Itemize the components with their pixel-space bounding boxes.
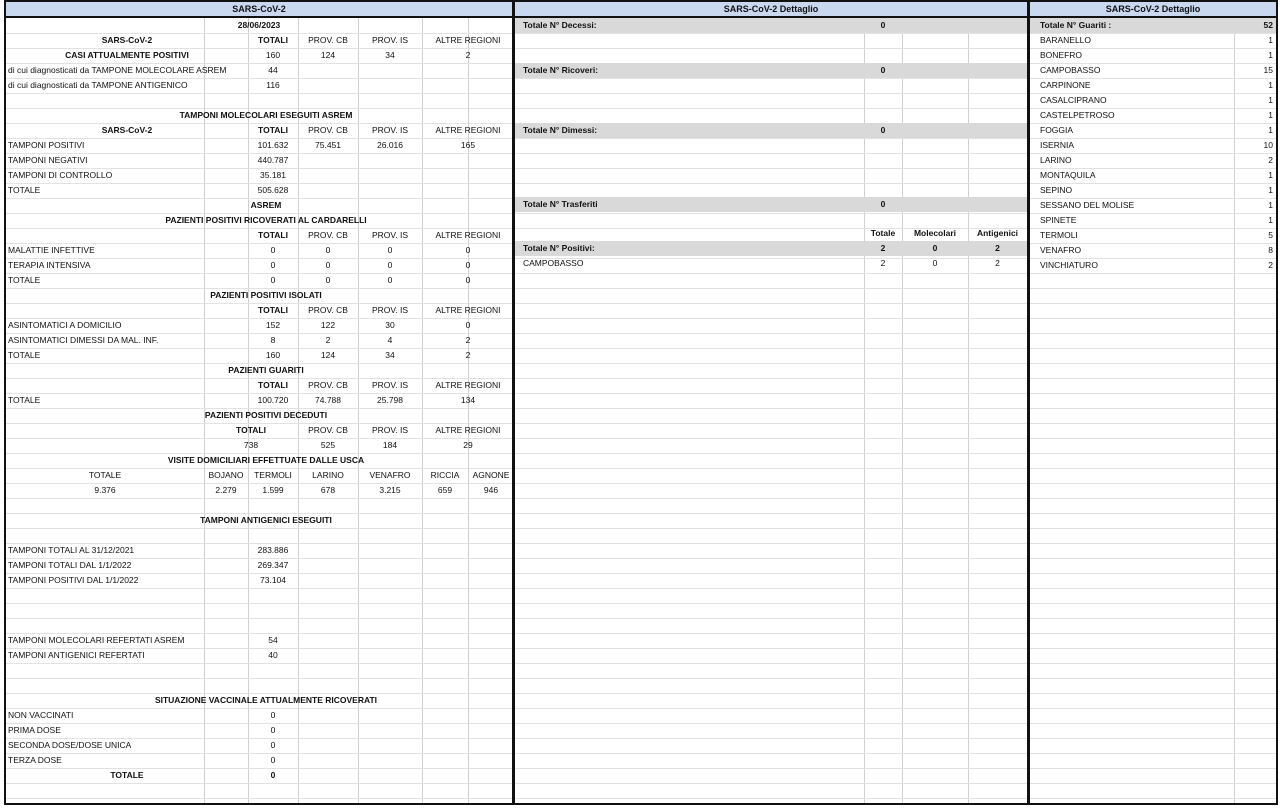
cell-cb: 525 [320, 440, 336, 450]
row-label: TAMPONI POSITIVI DAL 1/1/2022 [8, 575, 139, 585]
municipality-count: 1 [1268, 35, 1273, 45]
usca-col-larino: LARINO [312, 470, 344, 480]
usca-col-venafro: VENAFRO [369, 470, 411, 480]
municipality-name: CAMPOBASSO [1040, 65, 1101, 75]
municipality-count: 1 [1268, 200, 1273, 210]
cell-cb: 0 [325, 275, 331, 285]
municipality-count: 2 [1268, 260, 1273, 270]
municipality-count: 1 [1268, 95, 1273, 105]
municipality-count: 2 [1268, 155, 1273, 165]
cell-total: 160 [265, 350, 281, 360]
list-item [1030, 213, 1276, 228]
col-header-prov-cb: PROV. CB [308, 125, 348, 135]
cell-other: 0 [465, 320, 471, 330]
cell-is: 184 [382, 440, 398, 450]
municipality-name: TERMOLI [1040, 230, 1078, 240]
recovered-total-value: 52 [1263, 20, 1273, 30]
municipality-count: 1 [1268, 80, 1273, 90]
cell-total: 100.720 [257, 395, 289, 405]
vaccine-section-title: SITUAZIONE VACCINALE ATTUALMENTE RICOVERATI [154, 695, 378, 705]
list-item [1030, 78, 1276, 93]
table-row [6, 633, 512, 648]
cell-total: 0 [270, 740, 276, 750]
current-positives-cb: 124 [320, 50, 336, 60]
list-item [1030, 93, 1276, 108]
table-row [6, 348, 512, 363]
report-date: 28/06/2023 [237, 20, 281, 30]
col-header-prov-is: PROV. IS [371, 35, 409, 45]
list-item [1030, 243, 1276, 258]
hospitalized-section-title: PAZIENTI POSITIVI RICOVERATI AL CARDARELLI [165, 215, 367, 225]
cell-other: 29 [463, 440, 473, 450]
table-row [6, 333, 512, 348]
row-label: NON VACCINATI [8, 710, 74, 720]
vaccine-total-label: TOTALE [110, 770, 144, 780]
current-positives-label: CASI ATTUALMENTE POSITIVI [65, 50, 189, 60]
col-header-prov-is: PROV. IS [371, 305, 409, 315]
recovered-section-title: PAZIENTI GUARITI [228, 365, 304, 375]
row-label: TAMPONI TOTALI AL 31/12/2021 [8, 545, 135, 555]
usca-agnone: 946 [483, 485, 499, 495]
referred-antigen-value: 40 [268, 650, 278, 660]
positive-swabs-label: TAMPONI POSITIVI [8, 140, 85, 150]
municipality-name: FOGGIA [1040, 125, 1074, 135]
table-row [6, 753, 512, 768]
col-header-altre-regioni: ALTRE REGIONI [435, 230, 501, 240]
deaths-value: 0 [880, 20, 886, 30]
usca-section-title: VISITE DOMICILIARI EFFETTUATE DALLE USCA [167, 455, 365, 465]
control-swabs-total: 35.181 [260, 170, 286, 180]
municipality-name: LARINO [1040, 155, 1072, 165]
negative-swabs-label: TAMPONI NEGATIVI [8, 155, 88, 165]
col-header-altre-regioni: ALTRE REGIONI [435, 305, 501, 315]
list-item [1030, 183, 1276, 198]
table-row [6, 768, 512, 783]
usca-termoli: 1.599 [262, 485, 284, 495]
municipality-name: SESSANO DEL MOLISE [1040, 200, 1135, 210]
vaccine-total-value: 0 [270, 770, 276, 780]
cell-total: 2 [880, 258, 886, 268]
discharged-label: Totale N° Dimessi: [523, 125, 598, 135]
positive-swabs-is: 26.016 [377, 140, 403, 150]
col-header-totale: Totale [870, 228, 896, 238]
referred-molecular-label: TAMPONI MOLECOLARI REFERTATI ASREM [8, 635, 185, 645]
col-header-prov-is: PROV. IS [371, 125, 409, 135]
summary-panel-header: SARS-CoV-2 [6, 2, 512, 18]
municipality-count: 1 [1268, 125, 1273, 135]
col-header-molecolari: Molecolari [913, 228, 957, 238]
table-row [6, 318, 512, 333]
municipality-count: 8 [1268, 245, 1273, 255]
cell-cb: 122 [320, 320, 336, 330]
cell-total: 0 [270, 245, 276, 255]
col-header-altre-regioni: ALTRE REGIONI [435, 425, 501, 435]
cell-total: 0 [270, 260, 276, 270]
cell-total: 0 [270, 755, 276, 765]
cell-other: 0 [465, 245, 471, 255]
col-header-totali: TOTALI [258, 35, 288, 45]
usca-riccia: 659 [437, 485, 453, 495]
usca-col-bojano: BOJANO [208, 470, 244, 480]
row-label: CAMPOBASSO [523, 258, 584, 268]
list-item [1030, 123, 1276, 138]
row-label: ASINTOMATICI A DOMICILIO [8, 320, 122, 330]
positives-molecular: 0 [932, 243, 938, 253]
col-header-altre-regioni: ALTRE REGIONI [435, 35, 501, 45]
municipality-name: CARPINONE [1040, 80, 1091, 90]
col-header-altre-regioni: ALTRE REGIONI [435, 380, 501, 390]
admissions-value: 0 [880, 65, 886, 75]
molecular-total-label: TOTALE [8, 185, 41, 195]
molecular-section-title: TAMPONI MOLECOLARI ESEGUITI ASREM [179, 110, 353, 120]
list-item [1030, 168, 1276, 183]
municipality-name: CASTELPETROSO [1040, 110, 1115, 120]
cell-total: 738 [243, 440, 259, 450]
table-row [6, 723, 512, 738]
usca-totale: 9.376 [94, 485, 116, 495]
positives-antigen: 2 [995, 243, 1000, 253]
row-label: SECONDA DOSE/DOSE UNICA [8, 740, 132, 750]
antigen-section-title: TAMPONI ANTIGENICI ESEGUITI [200, 515, 332, 525]
cell-total: 152 [265, 320, 281, 330]
col-header-antigenici: Antigenici [976, 228, 1019, 238]
deaths-label: Totale N° Decessi: [523, 20, 597, 30]
detail-panel-header: SARS-CoV-2 Dettaglio [515, 2, 1027, 18]
table-row [6, 393, 512, 408]
municipality-count: 10 [1263, 140, 1273, 150]
positive-swabs-total: 101.632 [257, 140, 289, 150]
antigen-diagnosed-label: di cui diagnosticati da TAMPONE ANTIGENICO [8, 80, 188, 90]
cell-is: 4 [387, 335, 393, 345]
table-row [6, 738, 512, 753]
molecular-total-value: 505.628 [257, 185, 289, 195]
recovered-detail-panel [1028, 0, 1278, 805]
table-row [6, 483, 512, 498]
cell-cb: 0 [325, 245, 331, 255]
col-header-prov-cb: PROV. CB [308, 425, 348, 435]
cell-is: 0 [387, 260, 393, 270]
referred-molecular-value: 54 [268, 635, 278, 645]
list-item [1030, 258, 1276, 273]
col-header-prov-cb: PROV. CB [308, 35, 348, 45]
col-header-totali: TOTALI [258, 230, 288, 240]
positives-label: Totale N° Positivi: [523, 243, 595, 253]
asrem-title: ASREM [250, 200, 282, 210]
cell-is: 34 [385, 350, 395, 360]
row-label: TOTALE [8, 395, 41, 405]
transfers-label: Totale N° Trasferiti [523, 199, 598, 209]
control-swabs-label: TAMPONI DI CONTROLLO [8, 170, 113, 180]
cell-molecular: 0 [932, 258, 938, 268]
cell-total: 8 [270, 335, 276, 345]
municipality-name: BONEFRO [1040, 50, 1083, 60]
deceased-section-title: PAZIENTI POSITIVI DECEDUTI [204, 410, 328, 420]
cell-total: 0 [270, 710, 276, 720]
cell-is: 0 [387, 245, 393, 255]
list-item [1030, 48, 1276, 63]
positive-swabs-cb: 75.451 [315, 140, 341, 150]
municipality-count: 1 [1268, 110, 1273, 120]
table-row [6, 543, 512, 558]
antigen-diagnosed-value: 116 [266, 80, 280, 90]
municipality-name: MONTAQUILA [1040, 170, 1096, 180]
cell-is: 0 [387, 275, 393, 285]
cell-cb: 124 [320, 350, 336, 360]
municipality-count: 1 [1268, 185, 1273, 195]
col-header-altre-regioni: ALTRE REGIONI [435, 125, 501, 135]
usca-col-totale: TOTALE [88, 470, 122, 480]
cell-total: 283.886 [257, 545, 289, 555]
row-label: TAMPONI TOTALI DAL 1/1/2022 [8, 560, 132, 570]
cases-section-label: SARS-CoV-2 [101, 35, 153, 45]
list-item [1030, 198, 1276, 213]
col-header-totali: TOTALI [258, 380, 288, 390]
recovered-panel-header: SARS-CoV-2 Dettaglio [1030, 2, 1276, 18]
molecular-diagnosed-label: di cui diagnosticati da TAMPONE MOLECOLARE ASREM [8, 65, 227, 75]
cell-other: 2 [465, 335, 471, 345]
row-label: ASINTOMATICI DIMESSI DA MAL. INF. [8, 335, 159, 345]
list-item [1030, 153, 1276, 168]
list-item [1030, 63, 1276, 78]
transfers-value: 0 [880, 199, 886, 209]
municipality-count: 15 [1263, 65, 1273, 75]
col-header-totali: TOTALI [236, 425, 266, 435]
cell-total: 0 [270, 725, 276, 735]
col-header-prov-is: PROV. IS [371, 380, 409, 390]
usca-col-agnone: AGNONE [472, 470, 510, 480]
list-item [1030, 33, 1276, 48]
positives-total: 2 [880, 243, 886, 253]
row-label: MALATTIE INFETTIVE [8, 245, 95, 255]
usca-col-termoli: TERMOLI [254, 470, 292, 480]
table-row [6, 258, 512, 273]
detail-grid [515, 18, 1027, 803]
detail-panel [513, 0, 1029, 805]
cell-is: 25.798 [377, 395, 403, 405]
list-item [1030, 108, 1276, 123]
municipality-count: 5 [1268, 230, 1273, 240]
current-positives-total: 160 [265, 50, 281, 60]
municipality-name: VENAFRO [1040, 245, 1082, 255]
summary-panel [4, 0, 514, 805]
table-row [6, 243, 512, 258]
cell-other: 134 [460, 395, 476, 405]
municipality-name: ISERNIA [1040, 140, 1075, 150]
table-row [515, 256, 1027, 271]
cell-cb: 74.788 [315, 395, 341, 405]
municipality-name: BARANELLO [1040, 35, 1092, 45]
current-positives-other: 2 [465, 50, 471, 60]
cell-other: 2 [465, 350, 471, 360]
row-label: PRIMA DOSE [8, 725, 61, 735]
table-row [6, 708, 512, 723]
list-item [1030, 138, 1276, 153]
recovered-grid [1030, 18, 1276, 803]
cell-cb: 2 [325, 335, 331, 345]
col-header-prov-cb: PROV. CB [308, 380, 348, 390]
municipality-name: SEPINO [1040, 185, 1073, 195]
positive-swabs-other: 165 [460, 140, 476, 150]
col-header-prov-cb: PROV. CB [308, 305, 348, 315]
col-header-totali: TOTALI [258, 305, 288, 315]
col-header-prov-is: PROV. IS [371, 230, 409, 240]
usca-col-riccia: RICCIA [430, 470, 460, 480]
cell-other: 0 [465, 275, 471, 285]
referred-antigen-label: TAMPONI ANTIGENICI REFERTATI [8, 650, 145, 660]
current-positives-is: 34 [385, 50, 395, 60]
table-row [6, 273, 512, 288]
row-label: TERZA DOSE [8, 755, 62, 765]
cell-antigen: 2 [995, 258, 1000, 268]
col-header-totali: TOTALI [258, 125, 288, 135]
list-item [1030, 228, 1276, 243]
molecular-section-label: SARS-CoV-2 [101, 125, 153, 135]
municipality-count: 1 [1268, 215, 1273, 225]
table-row [6, 558, 512, 573]
isolated-section-title: PAZIENTI POSITIVI ISOLATI [210, 290, 322, 300]
negative-swabs-total: 440.787 [257, 155, 289, 165]
municipality-count: 1 [1268, 170, 1273, 180]
row-label: TOTALE [8, 350, 41, 360]
cell-cb: 0 [325, 260, 331, 270]
usca-venafro: 3.215 [379, 485, 401, 495]
cell-total: 0 [270, 275, 276, 285]
municipality-count: 1 [1268, 50, 1273, 60]
cell-total: 269.347 [257, 560, 289, 570]
cell-other: 0 [465, 260, 471, 270]
discharged-value: 0 [880, 125, 886, 135]
recovered-total-label: Totale N° Guariti : [1040, 20, 1112, 30]
municipality-name: SPINETE [1040, 215, 1077, 225]
row-label: TERAPIA INTENSIVA [8, 260, 91, 270]
table-row [6, 573, 512, 588]
cell-is: 30 [385, 320, 395, 330]
col-header-prov-is: PROV. IS [371, 425, 409, 435]
admissions-label: Totale N° Ricoveri: [523, 65, 599, 75]
molecular-diagnosed-value: 44 [268, 65, 278, 75]
row-label: TOTALE [8, 275, 41, 285]
usca-bojano: 2.279 [215, 485, 237, 495]
table-row [6, 648, 512, 663]
table-row [6, 438, 512, 453]
municipality-name: CASALCIPRANO [1040, 95, 1107, 105]
usca-larino: 678 [320, 485, 336, 495]
cell-total: 73.104 [260, 575, 286, 585]
summary-grid [6, 18, 512, 803]
col-header-prov-cb: PROV. CB [308, 230, 348, 240]
municipality-name: VINCHIATURO [1040, 260, 1098, 270]
